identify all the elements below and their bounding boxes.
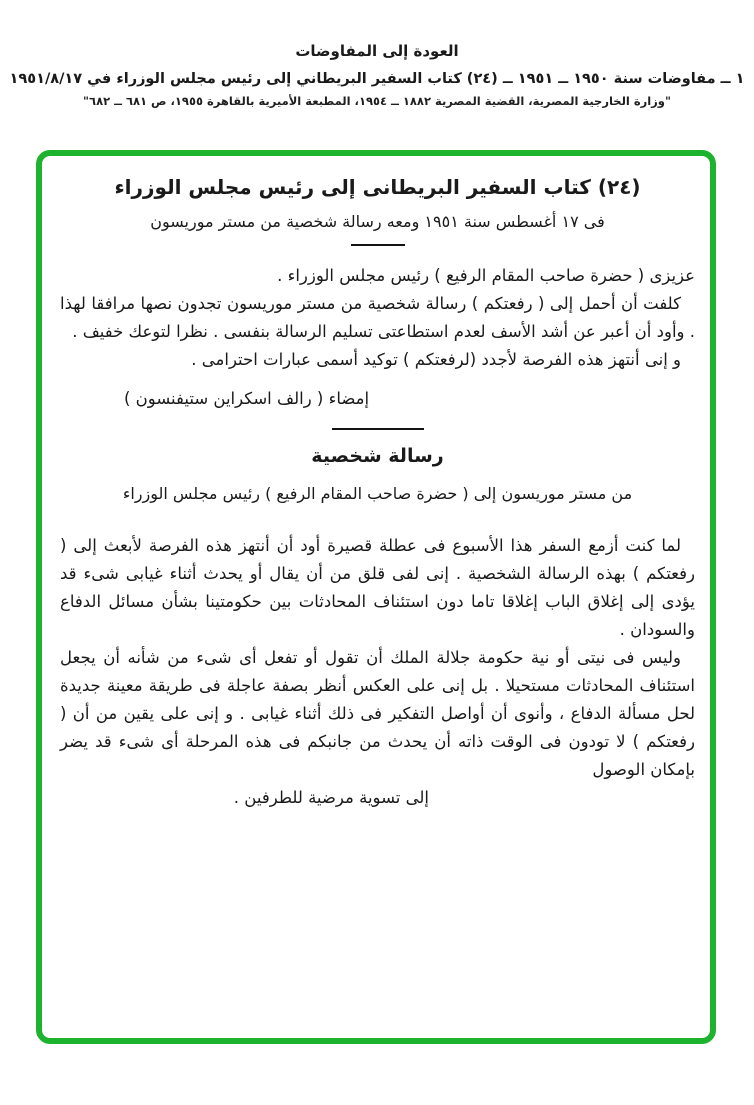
entry-reference-line: ١ ــ مفاوضات سنة ١٩٥٠ ــ ١٩٥١ ــ (٢٤) كتاب السفير البريطاني إلى رئيس مجلس الوزراء في ١٩٥١/٨/١٧ xyxy=(9,71,745,87)
section-divider-middle xyxy=(332,428,424,430)
closing-line: إلى تسوية مرضية للطرفين . xyxy=(233,788,429,807)
signature-line: إمضاء ( رالف اسكراين ستيفنسون ) xyxy=(124,389,370,408)
letter2-paragraph-2: وليس فى نيتى أو نية حكومة جلالة الملك أن تقول أو تفعل أى شىء من شأنه أن يجعل استئناف المحادثات مستحيلا . بل إنى على العكس أنظر بصفة عاجلة فى طريقة معينة جديدة لحل مسألة الدفاع ، وأنوى أن أواصل التفكير فى ذلك أثناء غيابى . و إنى على يقين من أن ( رفعتكم ) لا تودون فى الوقت ذاته أن يحدث من جانبكم فى هذه المرحلة أى شىء قد يضر بإمكان الوصول xyxy=(60,648,695,779)
back-to-negotiations-title: العودة إلى المفاوضات xyxy=(295,42,459,60)
personal-message-body xyxy=(60,532,695,812)
annotation-highlight-box xyxy=(36,150,716,1044)
source-citation-line: "وزارة الخارجية المصرية، القضية المصرية ١٨٨٢ ــ ١٩٥٤، المطبعة الأميرية بالقاهرة ١٩٥٥، ص ٦٨١ ــ ٦٨٢" xyxy=(83,94,671,108)
document-subtitle: فى ١٧ أغسطس سنة ١٩٥١ ومعه رسالة شخصية من مستر موريسون xyxy=(150,212,605,231)
salutation-line: عزيزى ( حضرة صاحب المقام الرفيع ) رئيس مجلس الوزراء . xyxy=(277,266,695,285)
document-title: (٢٤) كتاب السفير البريطانى إلى رئيس مجلس الوزراء xyxy=(114,175,641,199)
letter1-paragraph-1: كلفت أن أحمل إلى ( رفعتكم ) رسالة شخصية من مستر موريسون تجدون نصها مرافقا لهذا . وأود أن أعبر عن أشد الأسف لعدم استطاعتى تسليم الرسالة بنفسى . نظرا لتوعك خفيف . xyxy=(60,294,695,341)
personal-message-subheading: من مستر موريسون إلى ( حضرة صاحب المقام الرفيع ) رئيس مجلس الوزراء xyxy=(122,484,633,503)
letter1-paragraph-2: و إنى أنتهز هذه الفرصة لأجدد (لرفعتكم ) توكيد أسمى عبارات احترامى . xyxy=(191,350,681,369)
personal-message-heading: رسالة شخصية xyxy=(311,445,444,467)
ambassador-letter xyxy=(60,262,695,374)
letter2-paragraph-1: لما كنت أزمع السفر هذا الأسبوع فى عطلة قصيرة أود أن أنتهز هذه الفرصة لأبعث إلى ( رفعتكم ) بهذه الرسالة الشخصية . إنى لفى قلق من أن يقال أو يحدث أثناء غيابى شىء قد يؤدى إلى إغلاق الباب إغلاقا تاما دون استئناف المحادثات بين حكومتينا بشأن مسائل الدفاع والسودان . xyxy=(60,536,695,639)
section-divider-top xyxy=(351,244,405,246)
page-header xyxy=(0,42,754,108)
